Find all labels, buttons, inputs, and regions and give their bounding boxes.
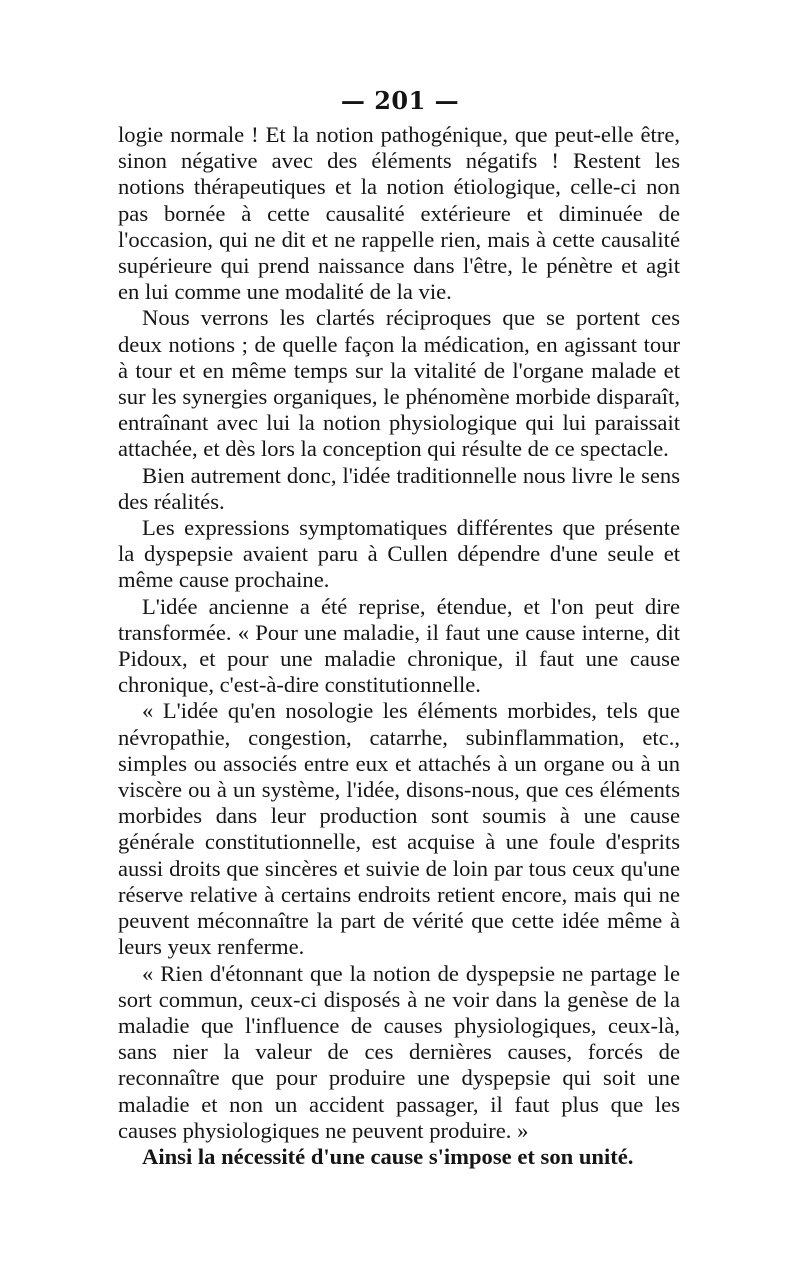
paragraph: logie normale ! Et la notion pathogénique, que peut-elle être, sinon négative avec des éléments négatifs ! Restent les notions thérapeutiques et la notion étiologique, celle-ci non pas bornée à cette causalité extérieure et diminuée de l'occasion, qui ne dit et ne rappelle rien, mais à cette causalité supérieure qui prend naissance dans l'être, le pénètre et agit en lui comme une modalité de la vie.: [118, 122, 680, 305]
paragraph: Les expressions symptomatiques différentes que présente la dyspepsie avaient paru à Cullen dépendre d'une seule et même cause prochaine.: [118, 515, 680, 593]
paragraph: Bien autrement donc, l'idée traditionnelle nous livre le sens des réalités.: [118, 462, 680, 514]
paragraph: « L'idée qu'en nosologie les éléments morbides, tels que névropathie, congestion, catarrhe, subinflammation, etc., simples ou associés entre eux et attachés à un organe ou à un viscère ou à un système, l'idée, disons-nous, que ces éléments morbides dans leur production sont soumis à une cause générale constitutionnelle, est acquise à une foule d'esprits aussi droits que sincères et suivie de loin par tous ceux qu'une réserve relative à certains endroits retient encore, mais qui ne peuvent méconnaître la part de vérité que cette idée même à leurs yeux renferme.: [118, 698, 680, 960]
paragraph: Nous verrons les clartés réciproques que se portent ces deux notions ; de quelle façon la médication, en agissant tour à tour et en même temps sur la vitalité de l'organe malade et sur les synergies organiques, le phénomène morbide disparaît, entraînant avec lui la notion physiologique qui lui paraissait attachée, et dès lors la conception qui résulte de ce spectacle.: [118, 305, 680, 462]
body-text: [118, 122, 680, 1170]
paragraph: « Rien d'étonnant que la notion de dyspepsie ne partage le sort commun, ceux-ci disposés à ne voir dans la genèse de la maladie que l'influence de causes physiologiques, ceux-là, sans nier la valeur de ces dernières causes, forcés de reconnaître que pour produire une dyspepsie qui soit une maladie et non un accident passager, il faut plus que les causes physiologiques ne peuvent produire. »: [118, 960, 680, 1143]
paragraph: L'idée ancienne a été reprise, étendue, et l'on peut dire transformée. « Pour une maladie, il faut une cause interne, dit Pidoux, et pour une maladie chronique, il faut une cause chronique, c'est-à-dire constitutionnelle.: [118, 593, 680, 698]
paragraph: Ainsi la nécessité d'une cause s'impose et son unité.: [142, 1143, 634, 1169]
page-number: — 201 —: [340, 86, 460, 115]
